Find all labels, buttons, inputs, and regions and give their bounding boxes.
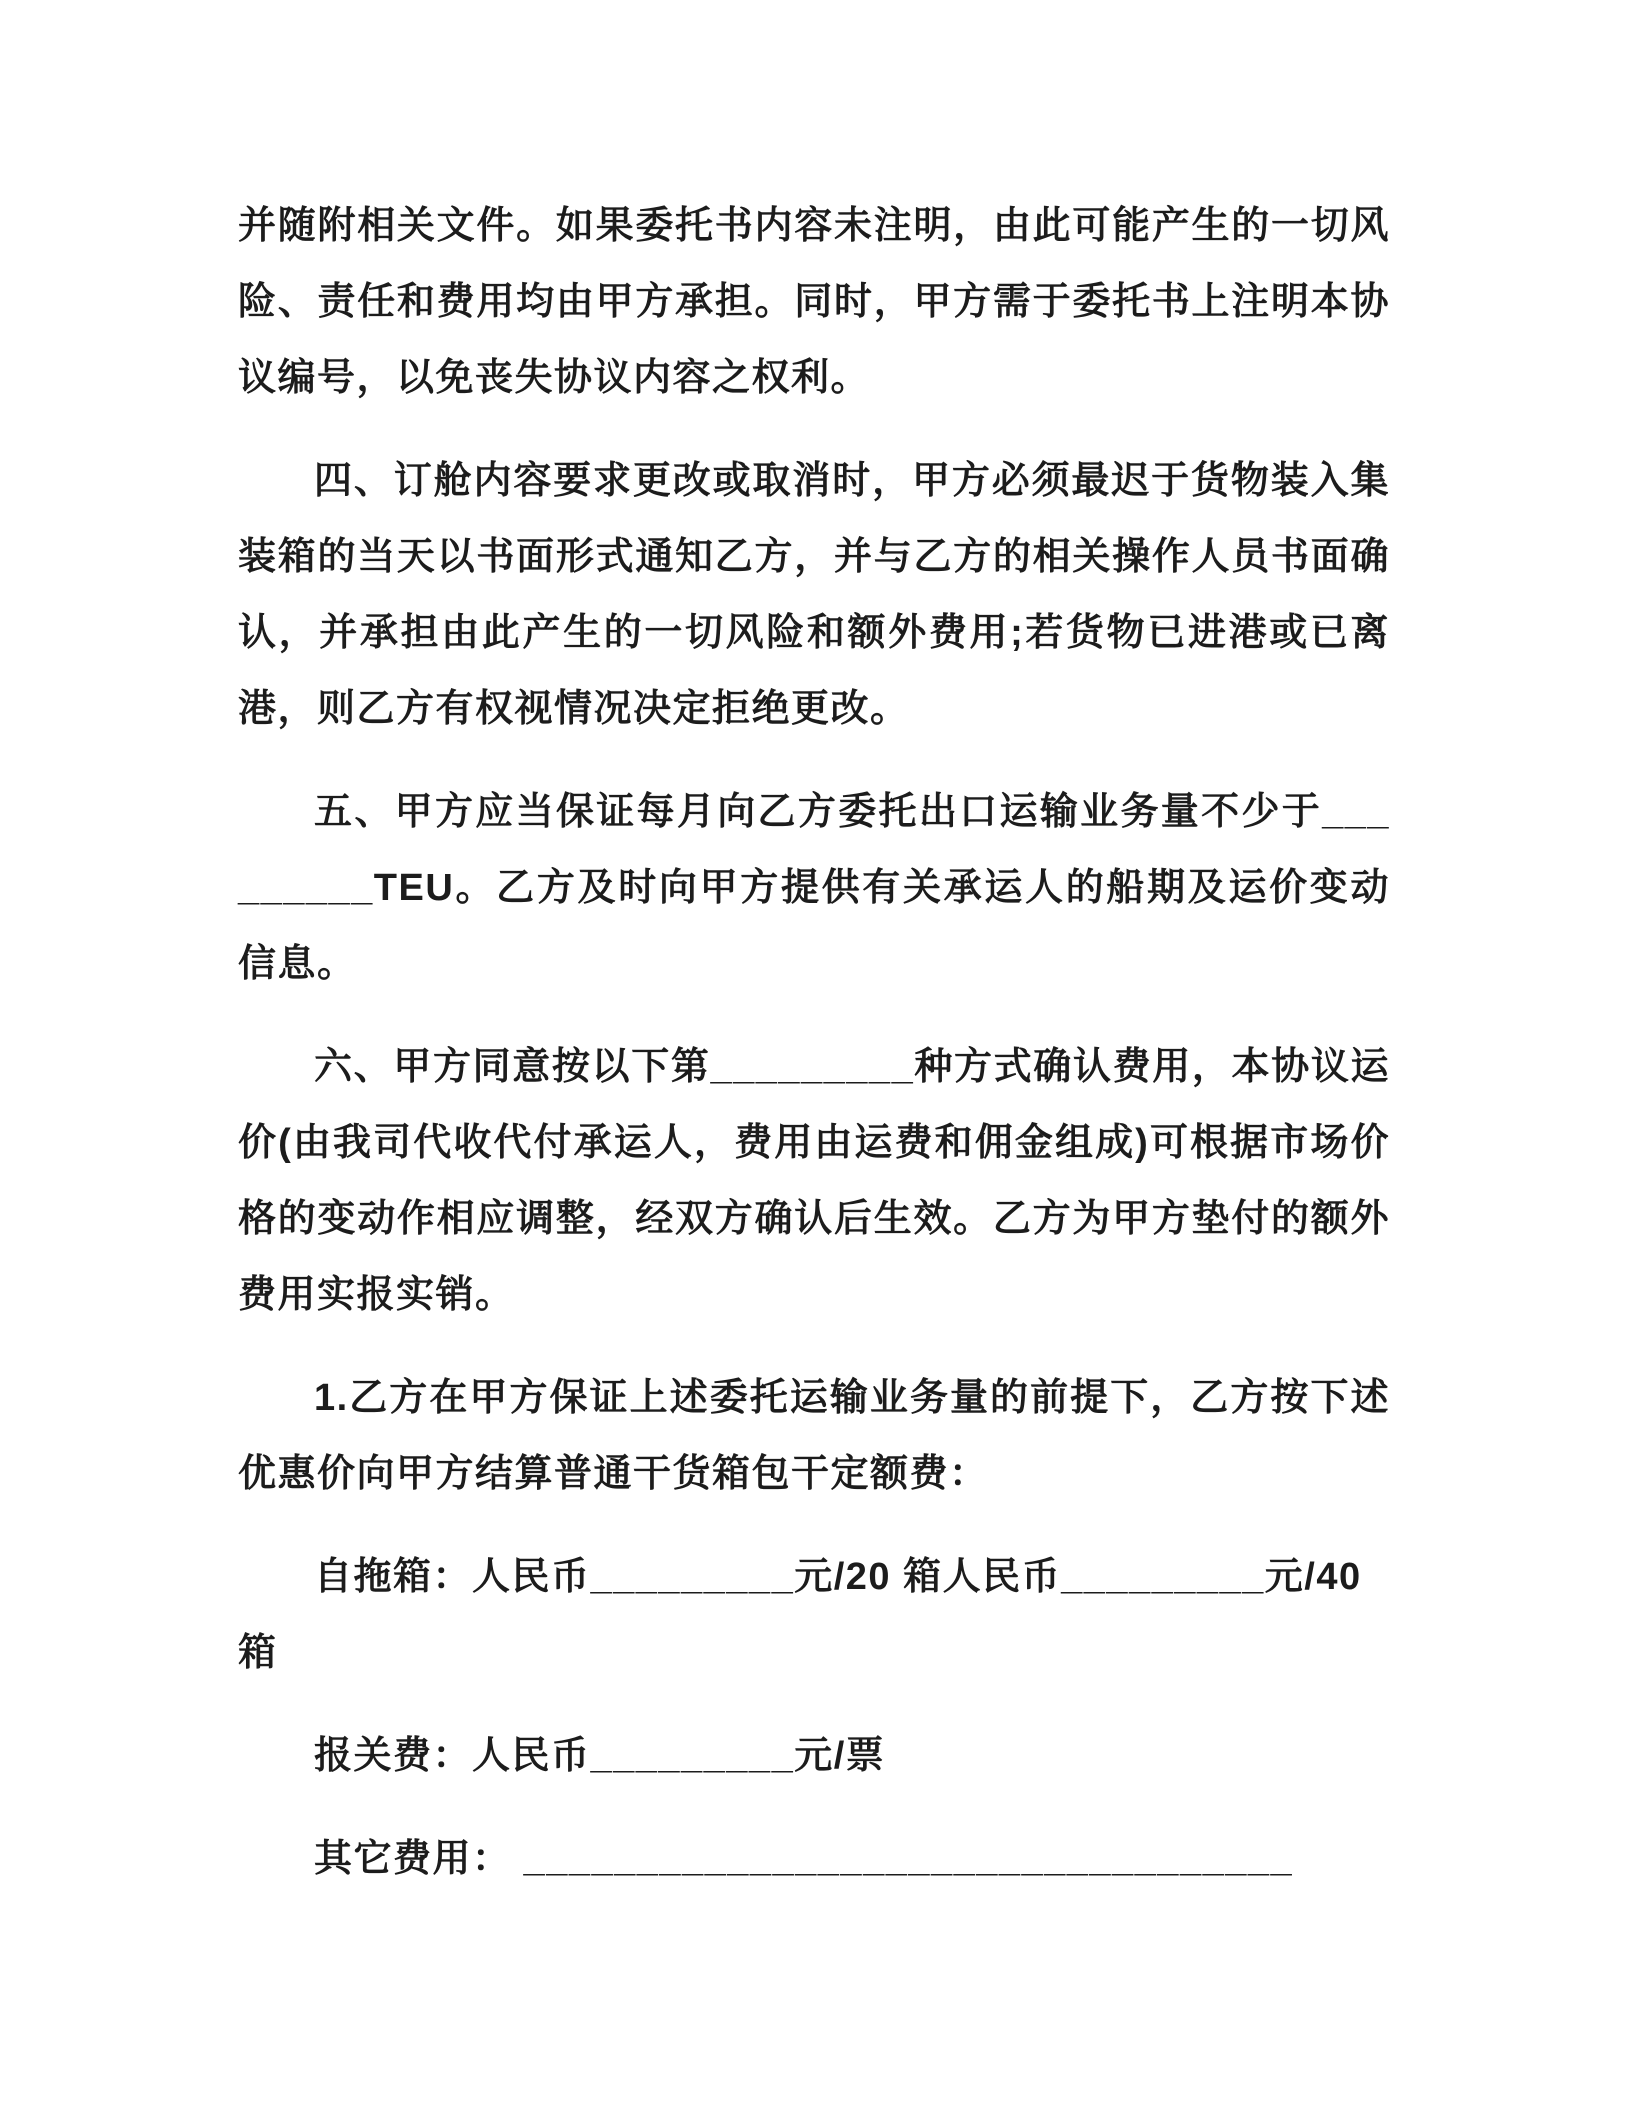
fee-line-customs: 报关费：人民币_________元/票 (314, 1735, 886, 1777)
clause-5-paragraph: 五、甲方应当保证每月向乙方委托出口运输业务量不少于_________TEU。乙方及时向甲方提供有关承运人的船期及运价变动信息。 (238, 791, 1390, 985)
fee-line-trailer-container: 自拖箱：人民币_________元/20 箱人民币_________元/40 箱 (238, 1556, 1362, 1674)
paragraph-continuation: 并随附相关文件。如果委托书内容未注明，由此可能产生的一切风险、责任和费用均由甲方承担。同时，甲方需于委托书上注明本协议编号，以免丧失协议内容之权利。 (238, 205, 1390, 399)
clause-4-paragraph: 四、订舱内容要求更改或取消时，甲方必须最迟于货物装入集装箱的当天以书面形式通知乙方，并与乙方的相关操作人员书面确认，并承担由此产生的一切风险和额外费用;若货物已进港或已离港，则乙方有权视情况决定拒绝更改。 (238, 460, 1390, 730)
fee-line-other: 其它费用： __________________________________ (314, 1838, 1294, 1880)
clause-6-sub1-paragraph: 1.乙方在甲方保证上述委托运输业务量的前提下，乙方按下述优惠价向甲方结算普通干货箱包干定额费： (238, 1377, 1390, 1495)
clause-6-paragraph: 六、甲方同意按以下第_________种方式确认费用，本协议运价(由我司代收代付承运人，费用由运费和佣金组成)可根据市场价格的变动作相应调整，经双方确认后生效。乙方为甲方垫付的额外费用实报实销。 (238, 1046, 1390, 1316)
